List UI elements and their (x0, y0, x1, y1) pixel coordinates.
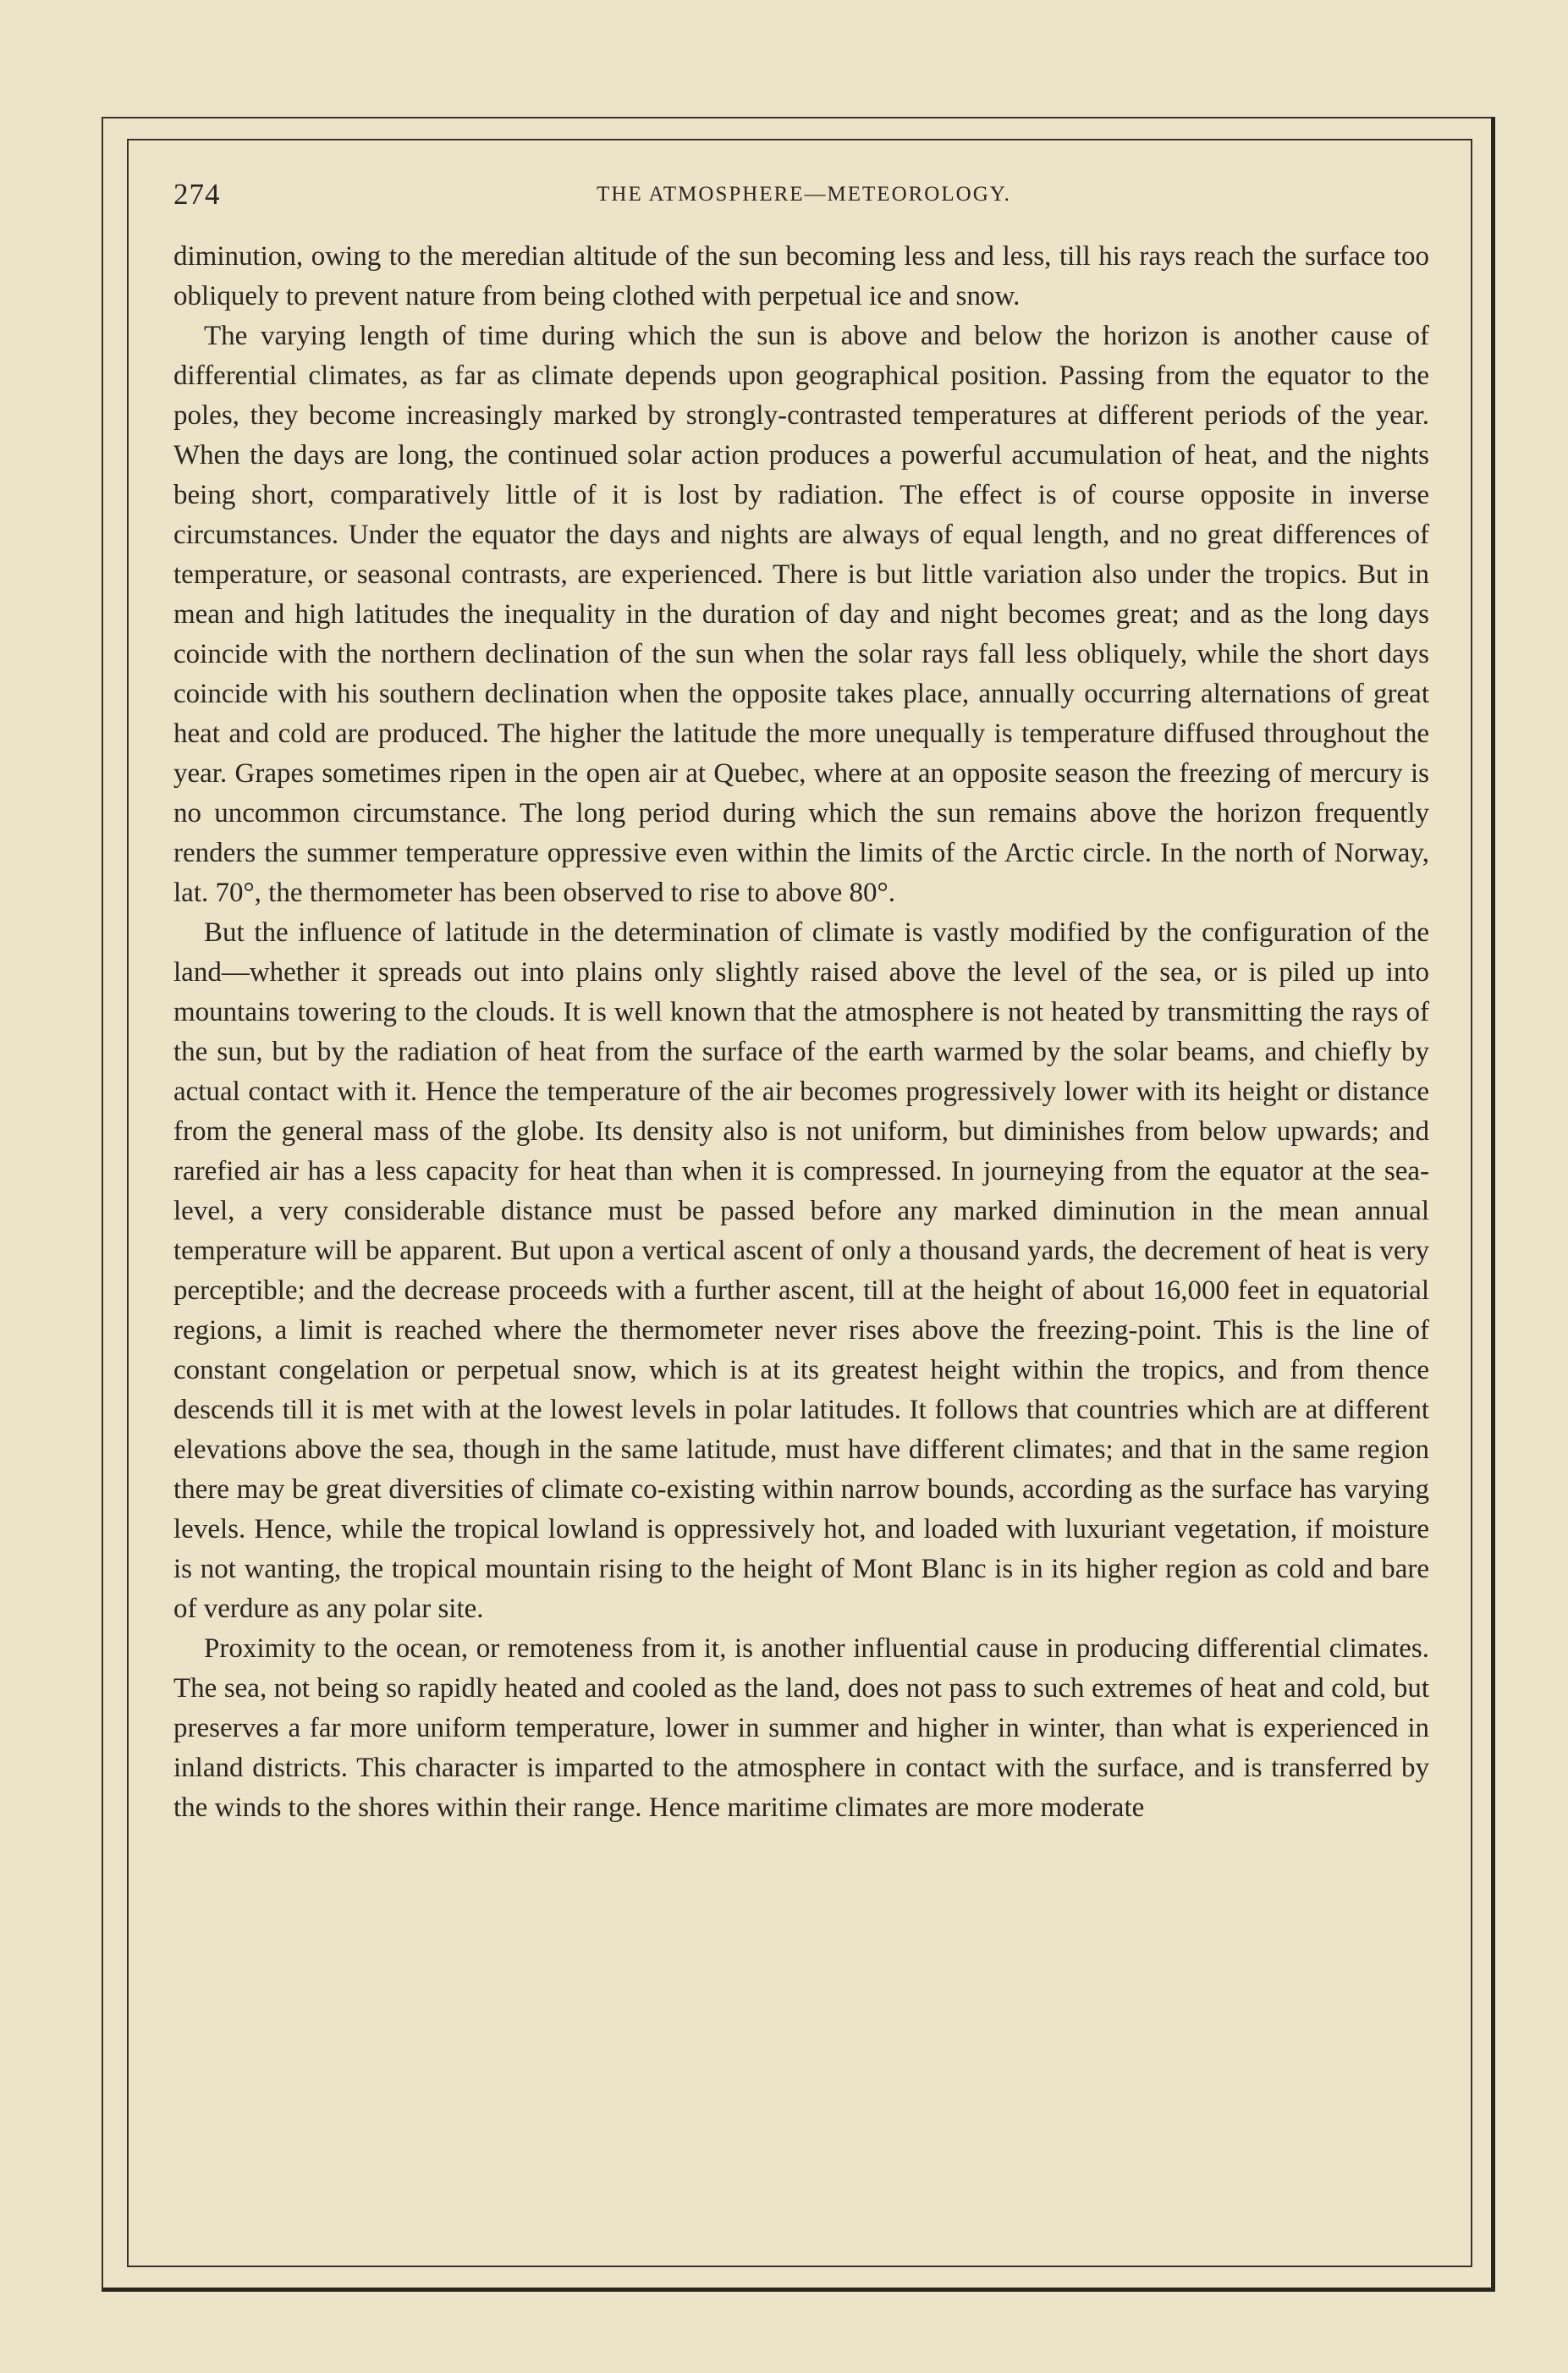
paragraph-elevation: But the influence of latitude in the determination of climate is vastly modified by the configuration of the land—whether it spreads out into plains only slightly raised above the level of the sea, or is piled up into mountains towering to the clouds. It is well known that the atmosphere is not heated by transmitting the rays of the sun, but by the radiation of heat from the surface of the earth warmed by the solar beams, and chiefly by actual contact with it. Hence the temperature of the air becomes progressively lower with its height or distance from the general mass of the globe. Its density also is not uniform, but diminishes from below upwards; and rarefied air has a less capacity for heat than when it is compressed. In journeying from the equator at the sea-level, a very considerable distance must be passed before any marked diminution in the mean annual temperature will be apparent. But upon a vertical ascent of only a thousand yards, the decrement of heat is very perceptible; and the decrease proceeds with a further ascent, till at the height of about 16,000 feet in equatorial regions, a limit is reached where the thermometer never rises above the freezing-point. This is the line of constant congelation or perpetual snow, which is at its greatest height within the tropics, and from thence descends till it is met with at the lowest levels in polar latitudes. It follows that countries which are at different elevations above the sea, though in the same latitude, must have different climates; and that in the same region there may be great diversities of climate co-existing within narrow bounds, according as the surface has varying levels. Hence, while the tropical lowland is oppressively hot, and loaded with luxuriant vegetation, if moisture is not wanting, the tropical mountain rising to the height of Mont Blanc is in its higher region as cold and bare of verdure as any polar site. (173, 917, 1429, 1624)
body-text (173, 237, 1429, 1828)
paragraph-day-length: The varying length of time during which the sun is above and below the horizon is another cause of differential climates, as far as climate depends upon geographical position. Passing from the equator to the poles, they become increasingly marked by strongly-contrasted temperatures at different periods of the year. When the days are long, the continued solar action produces a powerful accumulation of heat, and the nights being short, comparatively little of it is lost by radiation. The effect is of course opposite in inverse circumstances. Under the equator the days and nights are always of equal length, and no great differences of temperature, or seasonal contrasts, are experienced. There is but little variation also under the tropics. But in mean and high latitudes the inequality in the duration of day and night becomes great; and as the long days coincide with the northern declination of the sun when the solar rays fall less obliquely, while the short days coincide with his southern declination when the opposite takes place, annually occurring alternations of great heat and cold are produced. The higher the latitude the more unequally is temperature diffused throughout the year. Grapes sometimes ripen in the open air at Quebec, where at an opposite season the freezing of mercury is no uncommon circumstance. The long period during which the sun remains above the horizon frequently renders the summer temperature oppressive even within the limits of the Arctic circle. In the north of Norway, lat. 70°, the thermometer has been observed to rise to above 80°. (173, 321, 1429, 908)
running-head: THE ATMOSPHERE—METEOROLOGY. (597, 183, 1011, 206)
page-header (173, 178, 1434, 215)
paragraph-continuation: diminution, owing to the meredian altitude of the sun becoming less and less, till his rays reach the surface too obliquely to prevent nature from being clothed with perpetual ice and snow. (173, 241, 1429, 311)
page-number: 274 (173, 178, 221, 211)
paragraph-ocean-proximity: Proximity to the ocean, or remoteness from it, is another influential cause in producing differential climates. The sea, not being so rapidly heated and cooled as the land, does not pass to such extremes of heat and cold, but preserves a far more uniform temperature, lower in summer and higher in winter, than what is experienced in inland districts. This character is imparted to the atmosphere in contact with the surface, and is transferred by the winds to the shores within their range. Hence maritime climates are more moderate (173, 1633, 1429, 1823)
